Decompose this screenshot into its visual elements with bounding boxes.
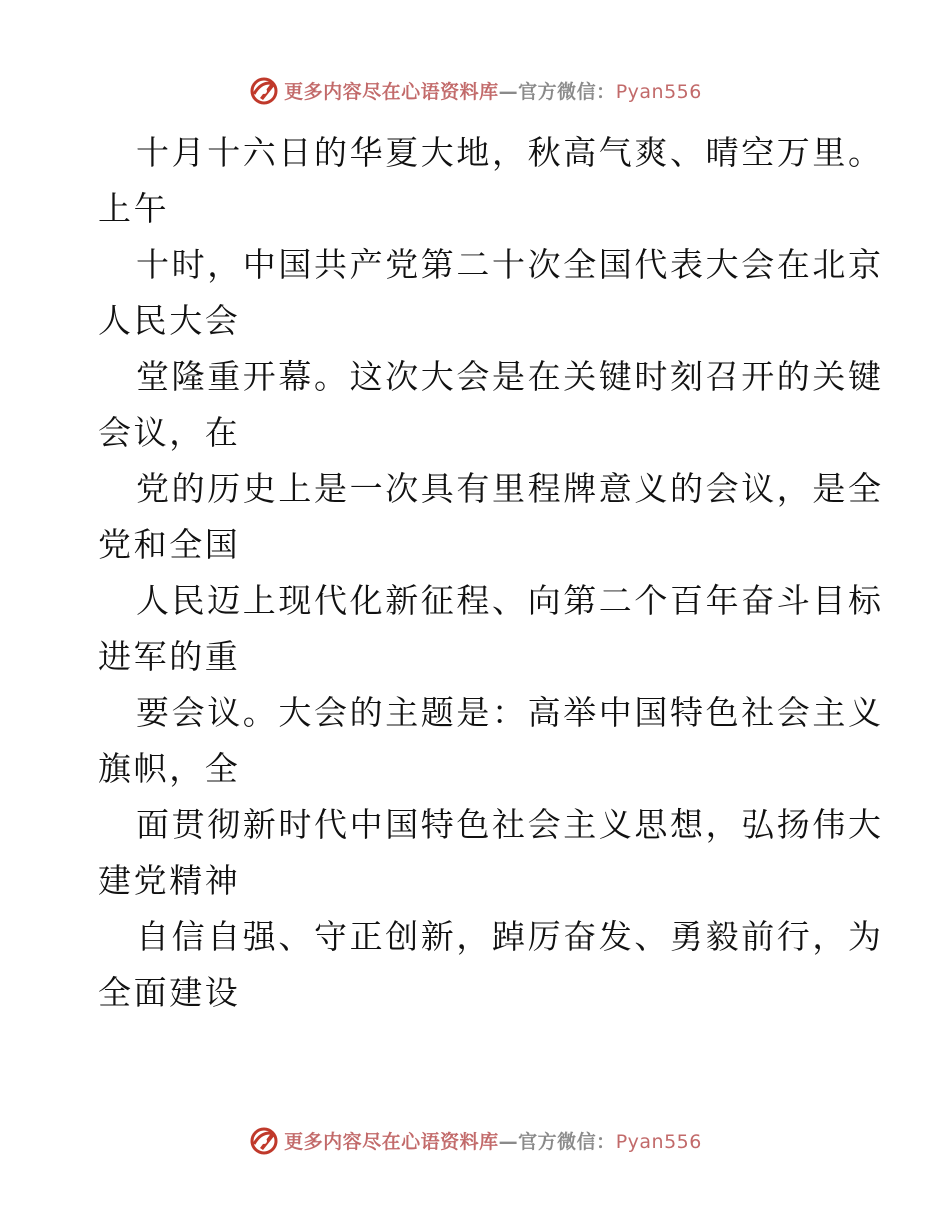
- text-line: 上午: [98, 189, 170, 228]
- text-line: 人民大会: [98, 301, 241, 340]
- text-line: 面贯彻新时代中国特色社会主义思想，弘扬伟大: [136, 805, 884, 844]
- pen-swirl-logo-icon: [248, 1124, 280, 1156]
- text-line: 会议，在: [98, 413, 241, 452]
- header-banner: [0, 70, 950, 110]
- text-line: 党的历史上是一次具有里程牌意义的会议，是全: [136, 469, 884, 508]
- text-line: 全面建设: [98, 973, 241, 1012]
- document-body: [98, 125, 884, 1021]
- banner-wechat-id: Pyan556: [615, 1130, 702, 1153]
- footer-banner: [0, 1120, 950, 1160]
- banner-dash: —: [498, 80, 519, 103]
- text-line: 自信自强、守正创新，踔厉奋发、勇毅前行，为: [136, 917, 884, 956]
- text-line: 堂隆重开幕。这次大会是在关键时刻召开的关键: [136, 357, 884, 396]
- banner-main-text: 更多内容尽在心语资料库: [284, 80, 499, 103]
- pen-swirl-logo-icon: [248, 74, 280, 106]
- banner-text: [284, 1127, 702, 1154]
- text-line: 要会议。大会的主题是：高举中国特色社会主义: [136, 693, 884, 732]
- text-line: 进军的重: [98, 637, 241, 676]
- banner-wechat-id: Pyan556: [615, 80, 702, 103]
- text-line: 建党精神: [98, 861, 241, 900]
- banner-dash: —: [498, 1130, 519, 1153]
- text-line: 十月十六日的华夏大地，秋高气爽、晴空万里。: [136, 133, 884, 172]
- text-line: 旗帜，全: [98, 749, 241, 788]
- text-line: 人民迈上现代化新征程、向第二个百年奋斗目标: [136, 581, 884, 620]
- banner-wechat-label: 官方微信：: [518, 1130, 616, 1153]
- banner-wechat-label: 官方微信：: [518, 80, 616, 103]
- text-line: 党和全国: [98, 525, 241, 564]
- banner-text: [284, 77, 702, 104]
- text-line: 十时，中国共产党第二十次全国代表大会在北京: [136, 245, 884, 284]
- banner-main-text: 更多内容尽在心语资料库: [284, 1130, 499, 1153]
